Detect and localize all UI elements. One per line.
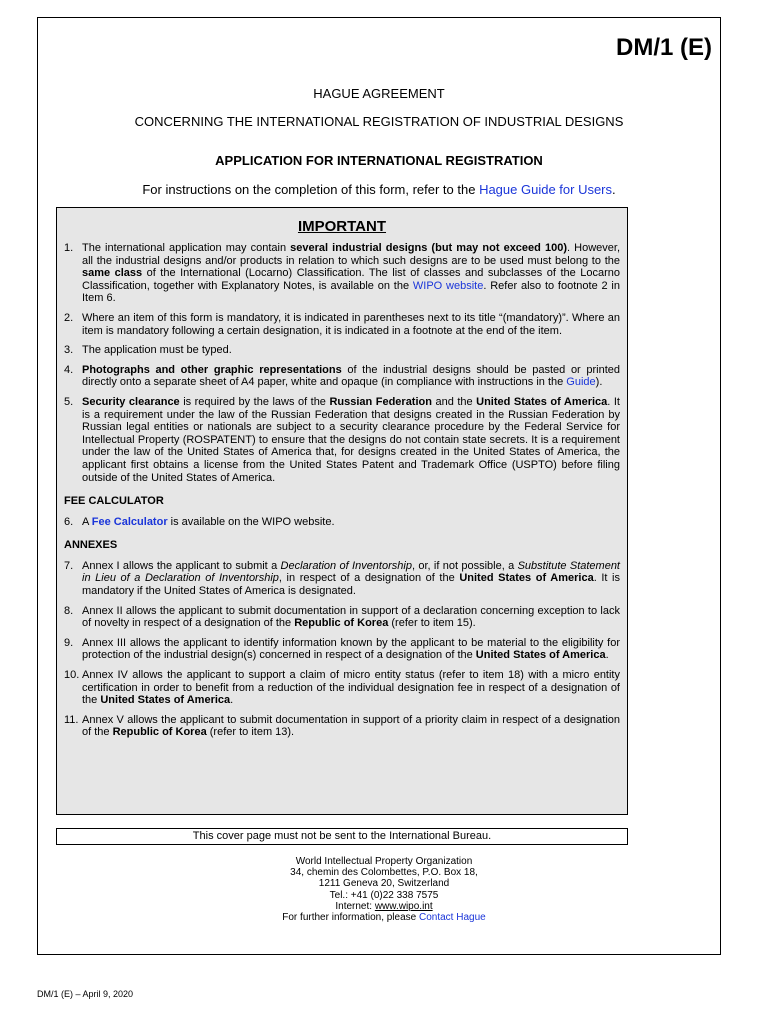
item-text	[82, 242, 620, 305]
item-text-run: Republic of Korea	[294, 617, 389, 630]
item-text-run: The international application may contain	[82, 242, 291, 254]
item-text-run: . It is a requirement under the law of the Russian Federation that designs created in the Russian Federation by Russian legal entities or nationals are subject to a security clearance procedure by the Federal Service for Intellectual Property (ROSPATENT) to ensure that the designs do not contain state secrets. It is a requirement under the law of the United States of America that, for designs created in the United States of America, the applicant first obtains a license from the United States Patent and Trademark Office (USPTO) before filing outside of the United States of America.	[82, 395, 620, 484]
annexes-heading: ANNEXES	[64, 539, 118, 552]
item-text	[82, 714, 620, 739]
item-text	[82, 312, 620, 337]
item-text-run: several industrial designs (but may not exceed 100)	[290, 242, 567, 254]
item-text	[82, 364, 620, 389]
item-text-run: Annex II allows the applicant to submit documentation in support of a declaration concerning exception to lack of novelty in respect of a designation of the	[82, 604, 620, 630]
item-text-run: United States of America	[100, 694, 231, 707]
item-number: 10.	[64, 669, 80, 682]
item-text-run: Annex III allows the applicant to identify information known by the applicant to be material to the eligibility for protection of the industrial design(s) concerned in respect of a designation of the	[82, 636, 620, 662]
cover-page-note: This cover page must not be sent to the International Bureau.	[56, 828, 628, 845]
footer-version: DM/1 (E) – April 9, 2020	[37, 989, 134, 999]
list-item	[64, 344, 620, 357]
item-text-run: . Refer also to footnote 2 in Item 6.	[82, 279, 620, 305]
wipo-url-link[interactable]: www.wipo.int	[374, 900, 433, 912]
form-title: APPLICATION FOR INTERNATIONAL REGISTRATION	[215, 153, 543, 168]
item-number: 11.	[64, 713, 79, 726]
item-text-run: is available on the WIPO website.	[167, 515, 335, 528]
item-text-run: same class	[82, 267, 143, 280]
item-text-run: is required by the laws of the	[179, 395, 330, 408]
item-text	[82, 396, 620, 484]
item-text-run: Substitute Statement in Lieu of a Declaration of Inventorship	[82, 559, 620, 585]
instructions-line	[38, 182, 720, 197]
item-text-run: Republic of Korea	[112, 726, 207, 739]
item-number: 4.	[64, 363, 74, 376]
item-link[interactable]: Guide	[566, 376, 596, 389]
item-text-run: , or, if not possible, a	[411, 559, 518, 572]
item-text-run: of the International (Locarno) Classification. The list of classes and subclasses of the Locarno Classification, together with Explanatory Notes, is available on the	[82, 267, 620, 292]
item-text-run: Annex I allows the applicant to submit a	[82, 559, 281, 572]
item-number: 5.	[64, 395, 74, 408]
item-text-run: Annex IV allows the applicant to support a claim of micro entity status (refer to item 18) with a micro entity certification in order to benefit from a reduction of the individual designation fee in respect of a designation of the	[82, 669, 620, 707]
list-item	[64, 312, 620, 337]
list-item	[64, 242, 620, 305]
item-text	[82, 605, 620, 630]
org-name: World Intellectual Property Organization	[295, 856, 473, 867]
item-text-run: . It is mandatory if the United States of America is designated.	[82, 572, 620, 598]
city-address: 1211 Geneva 20, Switzerland	[318, 878, 450, 890]
instructions-suffix: .	[612, 182, 616, 197]
item-text-run: Security clearance	[82, 395, 180, 408]
list-item	[64, 637, 620, 662]
internet-line	[0, 901, 768, 912]
form-code: DM/1 (E)	[616, 34, 712, 61]
internet-label: Internet:	[335, 900, 375, 912]
item-text-run: .	[605, 649, 609, 662]
item-text-run: ).	[595, 376, 603, 389]
item-text-run: , in respect of a designation of the	[278, 572, 460, 585]
item-text-run: (refer to item 15).	[388, 617, 476, 630]
item-link[interactable]: WIPO website	[412, 279, 484, 292]
list-item	[64, 605, 620, 630]
item-text-run: United States of America	[459, 572, 594, 585]
telephone: Tel.: +41 (0)22 338 7575	[329, 889, 439, 901]
important-list	[64, 242, 620, 484]
item-text	[82, 669, 620, 707]
street-address: 34, chemin des Colombettes, P.O. Box 18,	[290, 867, 478, 879]
important-box	[56, 207, 628, 815]
item-text-run: (refer to item 13).	[206, 726, 295, 739]
contact-hague-link[interactable]: Contact Hague	[419, 912, 486, 924]
item-text-run: A	[82, 515, 92, 528]
item-text	[82, 637, 620, 662]
item-text-run: . However, all the industrial designs and/or products in relation to which such designs are to be used must belong to the	[82, 242, 620, 267]
item-number: 1.	[64, 242, 74, 254]
item-text-run: Russian Federation	[329, 395, 432, 408]
item-text-run: United States of America	[475, 649, 606, 662]
item-link[interactable]: Fee Calculator	[91, 515, 168, 528]
item-text-run: and the	[431, 395, 477, 408]
item-text-run: Declaration of Inventorship	[280, 559, 412, 572]
list-item	[64, 669, 620, 707]
item-number: 2.	[64, 311, 74, 324]
fee-list	[64, 516, 620, 529]
info-line	[0, 912, 768, 923]
item-text	[82, 516, 620, 529]
item-number: 7.	[64, 559, 74, 572]
item-text-run: United States of America	[476, 395, 608, 408]
item-number: 8.	[64, 604, 74, 617]
annex-list	[64, 560, 620, 739]
list-item	[64, 396, 620, 484]
item-text-run: Annex V allows the applicant to submit documentation in support of a priority claim in respect of a designation of the	[82, 713, 620, 739]
item-text-run: The application must be typed.	[82, 344, 232, 357]
list-item	[64, 714, 620, 739]
item-number: 9.	[64, 636, 74, 649]
agreement-subtitle: CONCERNING THE INTERNATIONAL REGISTRATION OF INDUSTRIAL DESIGNS	[134, 114, 624, 129]
instructions-text: For instructions on the completion of this form, refer to the	[142, 182, 480, 197]
hague-guide-link[interactable]: Hague Guide for Users	[479, 182, 613, 197]
agreement-title: HAGUE AGREEMENT	[313, 86, 445, 101]
item-number: 3.	[64, 344, 74, 357]
list-item	[64, 364, 620, 389]
list-item	[64, 560, 620, 598]
item-text-run: Where an item of this form is mandatory, it is indicated in parentheses next to its title “(mandatory)”. Where an item is mandatory following a certain designation, it is indicated in a footnote at the end of the item.	[82, 311, 620, 337]
item-text	[82, 344, 620, 357]
important-heading: IMPORTANT	[297, 218, 387, 235]
item-text-run: .	[230, 694, 234, 707]
wipo-address	[0, 856, 768, 923]
fee-calculator-heading: FEE CALCULATOR	[64, 495, 164, 508]
item-number: 6.	[64, 515, 74, 528]
info-label: For further information, please	[282, 912, 419, 924]
item-text-run: Photographs and other graphic representations	[82, 363, 342, 376]
list-item	[64, 516, 620, 529]
item-text-run: of the industrial designs should be pasted or printed directly onto a separate sheet of A4 paper, white and opaque (in compliance with instructions in the	[82, 363, 620, 389]
item-text	[82, 560, 620, 598]
